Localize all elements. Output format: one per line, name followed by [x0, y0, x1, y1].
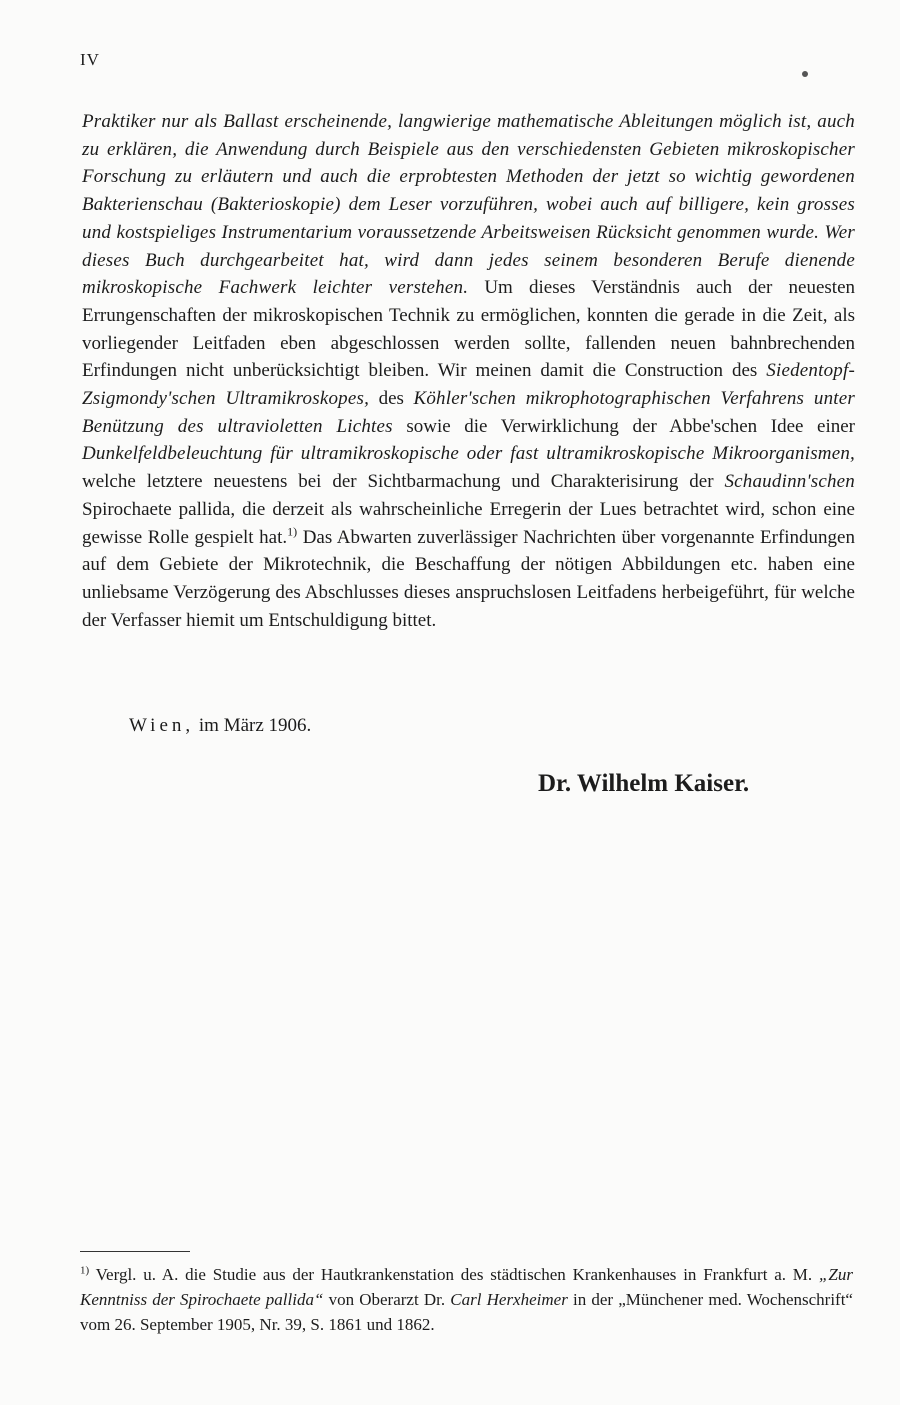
italic-passage: Köhler'schen mikrophotographischen Verfahrens unter Benützung des ultravioletten Lichtes	[82, 388, 855, 437]
italic-passage: Dunkelfeldbeleuchtung für ultramikroskopische oder fast ultramikroskopische Mikroorganismen,	[82, 443, 855, 465]
text-run: des	[369, 388, 414, 410]
text-run: Das Abwarten zuverlässiger Nachrichten über vorgenannte Erfindungen auf dem Gebiete der Mikrotechnik, die Beschaffung der nötigen Abbildungen etc. haben eine unliebsame Verzögerung des Abschlusses dieses anspruchslosen Leitfadens herbeigeführt, für welche der Verfasser hiemit um Entschuldigung bittet.	[82, 526, 855, 631]
print-speck	[802, 71, 808, 77]
text-run: in der „Münchener med. Wochenschrift“ vom 26. September 1905, Nr. 39, S. 1861 und 1862.	[80, 1290, 853, 1334]
dateline-place: Wien,	[129, 715, 195, 736]
text-run: von Oberarzt Dr.	[323, 1290, 451, 1309]
footnote-reference[interactable]: 1)	[287, 524, 298, 539]
italic-passage: Praktiker nur als Ballast erscheinende, langwierige mathematische Ableitungen möglich ist, auch zu erklären, die Anwendung durch Beispiele aus den verschiedensten Gebieten mikroskopischer Forschung zu erläutern und auch die erprobtesten Methoden der jetzt so wichtig gewordenen Bakterienschau (Bakterioskopie) dem Leser vorzuführen, wobei auch auf billigere, kein grosses und kostspieliges Instrumentarium voraussetzende Arbeitsweisen Rücksicht genommen wurde. Wer dieses Buch durchgearbeitet hat, wird dann jedes seinem besonderen Berufe dienende mikroskopische Fachwerk leichter verstehen.	[82, 111, 855, 299]
footnote	[80, 1262, 853, 1337]
author-signature: Dr. Wilhelm Kaiser.	[538, 770, 750, 797]
footnote-divider	[80, 1251, 190, 1252]
dateline	[129, 715, 311, 737]
italic-passage: Schaudinn'schen	[724, 471, 855, 493]
italic-passage: Siedentopf-Zsigmondy'schen Ultramikroskopes,	[82, 360, 855, 410]
footnote-cited-title: „Zur Kenntniss der Spirochaete pallida“	[80, 1265, 853, 1309]
footnote-mark: 1)	[80, 1264, 90, 1277]
dateline-date: im März 1906.	[194, 715, 312, 736]
text-run: Um dieses Verständnis auch der neuesten Errungenschaften der mikroskopischen Technik zu ermöglichen, konnten die gerade in die Zeit, als vorliegender Leitfaden eben abgeschlossen werden sollte, fallenden neuen bahnbrechenden Erfindungen nicht unberücksichtigt bleiben. Wir meinen damit die Construction des	[82, 277, 856, 382]
text-run: Spirochaete pallida, die derzeit als wahrscheinliche Erregerin der Lues betrachtet wird, schon eine gewisse Rolle gespielt hat.	[82, 498, 855, 548]
page-number: IV	[80, 50, 100, 69]
preface-paragraph	[82, 108, 855, 634]
text-run: Vergl. u. A. die Studie aus der Hautkrankenstation des städtischen Krankenhauses in Frankfurt a. M.	[89, 1265, 819, 1284]
footnote-author: Carl Herxheimer	[450, 1290, 568, 1309]
text-run: welche letztere neuestens bei der Sichtbarmachung und Charakterisirung der	[82, 471, 725, 493]
text-run: sowie die Verwirklichung der Abbe'schen Idee einer	[392, 415, 855, 437]
